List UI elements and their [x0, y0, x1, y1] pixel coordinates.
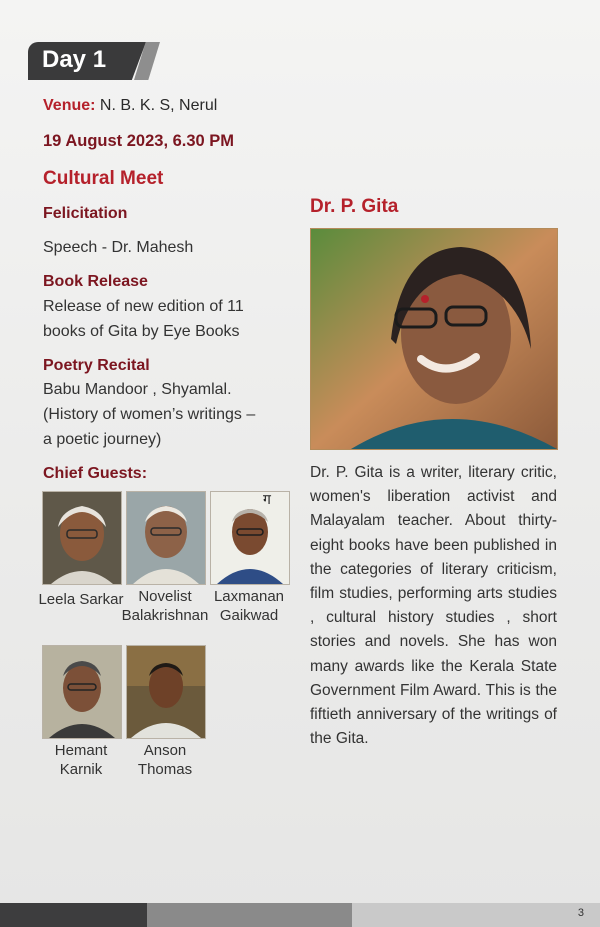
- chief-guests-heading: Chief Guests:: [43, 465, 148, 482]
- guest-name-line: Leela Sarkar: [38, 591, 124, 608]
- felicitation-text: Speech - Dr. Mahesh: [43, 239, 194, 256]
- footer-bar-mid: [147, 903, 352, 927]
- guest-name-line: Karnik: [59, 761, 103, 778]
- page-number: 3: [577, 907, 584, 919]
- event-date: 19 August 2023, 6.30 PM: [43, 132, 235, 150]
- footer-bar-dark: [0, 903, 147, 927]
- poetry-recital-line-1: Babu Mandoor , Shyamlal.: [43, 381, 232, 398]
- guest-name-line: Thomas: [137, 761, 193, 778]
- book-release-line-2: books of Gita by Eye Books: [43, 323, 240, 340]
- event-title: Cultural Meet: [43, 168, 164, 189]
- poetry-recital-heading: Poetry Recital: [43, 357, 150, 374]
- guest-name-anson-thomas: [122, 741, 208, 779]
- featured-photo: [310, 228, 558, 450]
- venue-line: [43, 97, 217, 115]
- venue-label: Venue:: [43, 97, 96, 114]
- poetry-recital-line-2: (History of women’s writings –: [43, 406, 256, 423]
- book-release-heading: Book Release: [43, 273, 148, 290]
- guest-name-line: Anson: [143, 742, 187, 759]
- guest-name-leela-sarkar: [38, 590, 124, 609]
- guest-name-hemant-karnik: [38, 741, 124, 779]
- guest-photo-anson-thomas: [126, 645, 206, 739]
- guest-name-line: Laxmanan: [213, 588, 285, 605]
- guest-name-line: Hemant: [54, 742, 108, 759]
- day-label: Day 1: [42, 46, 107, 73]
- svg-text:ग: ग: [263, 493, 271, 508]
- featured-description: Dr. P. Gita is a writer, literary critic, women's liberation activist and Malayalam teacher. About thirty-eight books have been published in the categories of literary criticism, film studies, performing arts studies , cultural history studies , short stories and novels. She has won many awards like the Kerala State Government Film Award. This is the fiftieth anniversary of the writings of the Gita.: [310, 464, 557, 748]
- guest-name-line: Novelist: [138, 588, 192, 605]
- featured-name: Dr. P. Gita: [310, 196, 399, 217]
- guest-photo-laxmanan-gaikwad: [210, 491, 290, 585]
- guest-photo-balakrishnan: [126, 491, 206, 585]
- guest-name-balakrishnan: [120, 587, 210, 625]
- guest-photo-hemant-karnik: [42, 645, 122, 739]
- footer-bar-light: [352, 903, 600, 927]
- felicitation-heading: Felicitation: [43, 205, 128, 222]
- guest-photo-leela-sarkar: [42, 491, 122, 585]
- venue-value: N. B. K. S, Nerul: [99, 97, 218, 114]
- guest-name-laxmanan-gaikwad: [205, 587, 293, 625]
- poetry-recital-line-3: a poetic journey): [43, 431, 162, 448]
- book-release-line-1: Release of new edition of 11: [43, 298, 244, 315]
- guest-name-line: Balakrishnan: [121, 607, 209, 624]
- guest-name-line: Gaikwad: [219, 607, 279, 624]
